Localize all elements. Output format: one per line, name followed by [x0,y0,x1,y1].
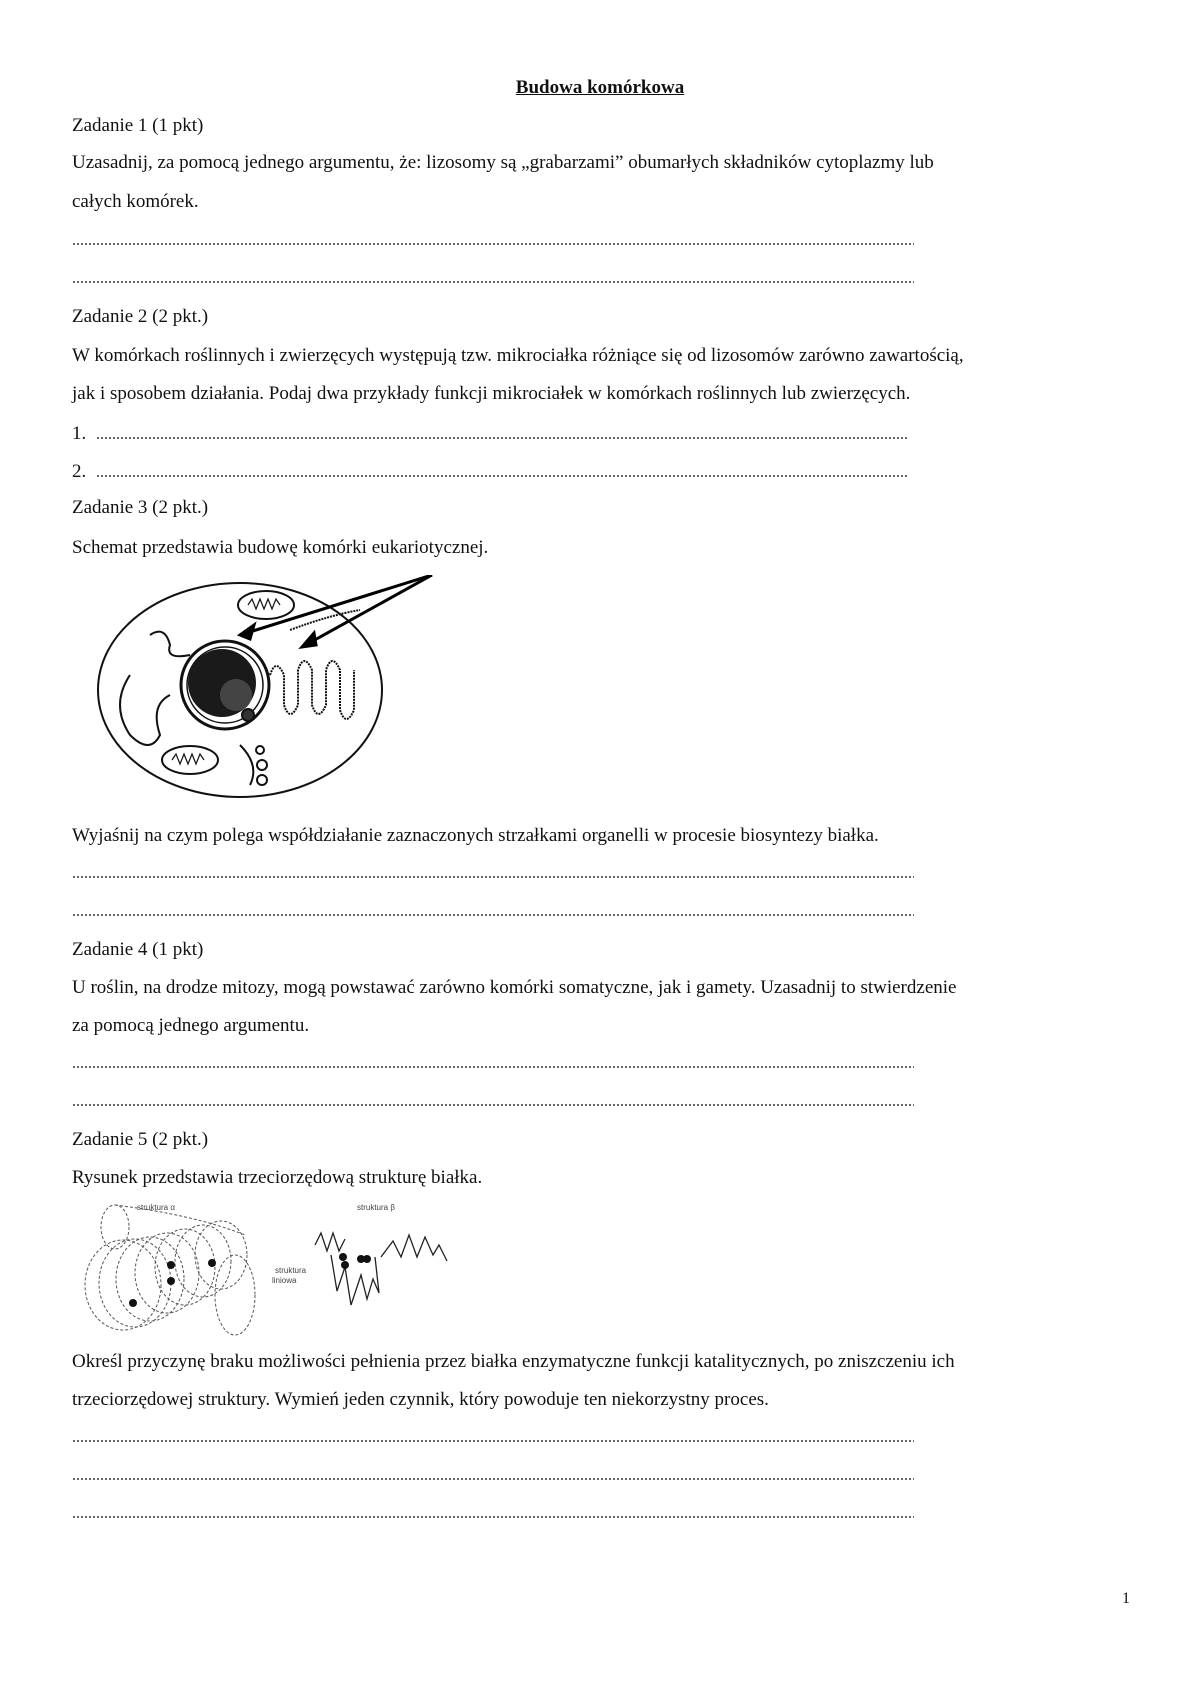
arrow-to-nucleus [240,575,432,635]
answer-line[interactable] [72,1478,914,1480]
task-3-heading: Zadanie 3 (2 pkt.) [72,497,209,518]
answer-line[interactable] [72,876,914,878]
task-5-question-line-1: Określ przyczynę braku możliwości pełnienia przez białka enzymatyczne funkcji katalitycznych, po zniszczeniu ich [72,1351,955,1372]
task-5-question-line-2: trzeciorzędowej struktury. Wymień jeden czynnik, który powoduje ten niekorzystny proces. [72,1389,769,1410]
task-3-question: Wyjaśnij na czym polega współdziałanie zaznaczonych strzałkami organelli w procesie biosyntezy białka. [72,825,879,846]
task-2-text-line-2: jak i sposobem działania. Podaj dwa przykłady funkcji mikrociałek w komórkach roślinnych lub zwierzęcych. [72,383,911,404]
label-alpha: struktura α [137,1203,175,1212]
task-1-heading: Zadanie 1 (1 pkt) [72,115,204,136]
disulfide-bonds [129,1259,216,1307]
answer-line[interactable] [72,1516,914,1518]
task-2-heading: Zadanie 2 (2 pkt.) [72,306,209,327]
task-1-text-line-1: Uzasadnij, za pomocą jednego argumentu, że: lizosomy są „grabarzami” obumarłych składników cytoplazmy lub [72,152,934,173]
answer-line[interactable] [72,243,914,245]
protein-structure-diagram [75,1195,465,1340]
task-4-text-line-1: U roślin, na drodze mitozy, mogą powstawać zarówno komórki somatyczne, jak i gamety. Uzasadnij to stwierdzenie [72,977,957,998]
rough-er [270,661,354,719]
answer-line[interactable] [72,1440,914,1442]
answer-line[interactable] [72,1104,914,1106]
answer-line-1[interactable] [96,437,908,439]
answer-line[interactable] [72,1066,914,1068]
task-4-text-line-2: za pomocą jednego argumentu. [72,1015,310,1036]
label-linear-2: liniowa [272,1276,297,1285]
label-linear-1: struktura [275,1266,307,1275]
answer-number-2: 2. [72,461,87,482]
alpha-helix [85,1205,255,1335]
eukaryotic-cell-diagram [90,575,480,805]
answer-line[interactable] [72,281,914,283]
document-title: Budowa komórkowa [515,77,685,98]
answer-line[interactable] [72,914,914,916]
task-3-text-line-1: Schemat przedstawia budowę komórki eukariotycznej. [72,537,489,558]
answer-number-1: 1. [72,423,87,444]
page-number: 1 [1122,1590,1130,1607]
task-4-heading: Zadanie 4 (1 pkt) [72,939,204,960]
task-1-text-line-2: całych komórek. [72,191,199,212]
task-2-text-line-1: W komórkach roślinnych i zwierzęcych występują tzw. mikrociałka różniące się od lizosomów zarówno zawartością, [72,345,964,366]
task-5-text-line-1: Rysunek przedstawia trzeciorzędową strukturę białka. [72,1167,483,1188]
beta-sheet [315,1233,447,1305]
answer-line-2[interactable] [96,475,908,477]
task-5-heading: Zadanie 5 (2 pkt.) [72,1129,209,1150]
label-beta: struktura β [357,1203,395,1212]
